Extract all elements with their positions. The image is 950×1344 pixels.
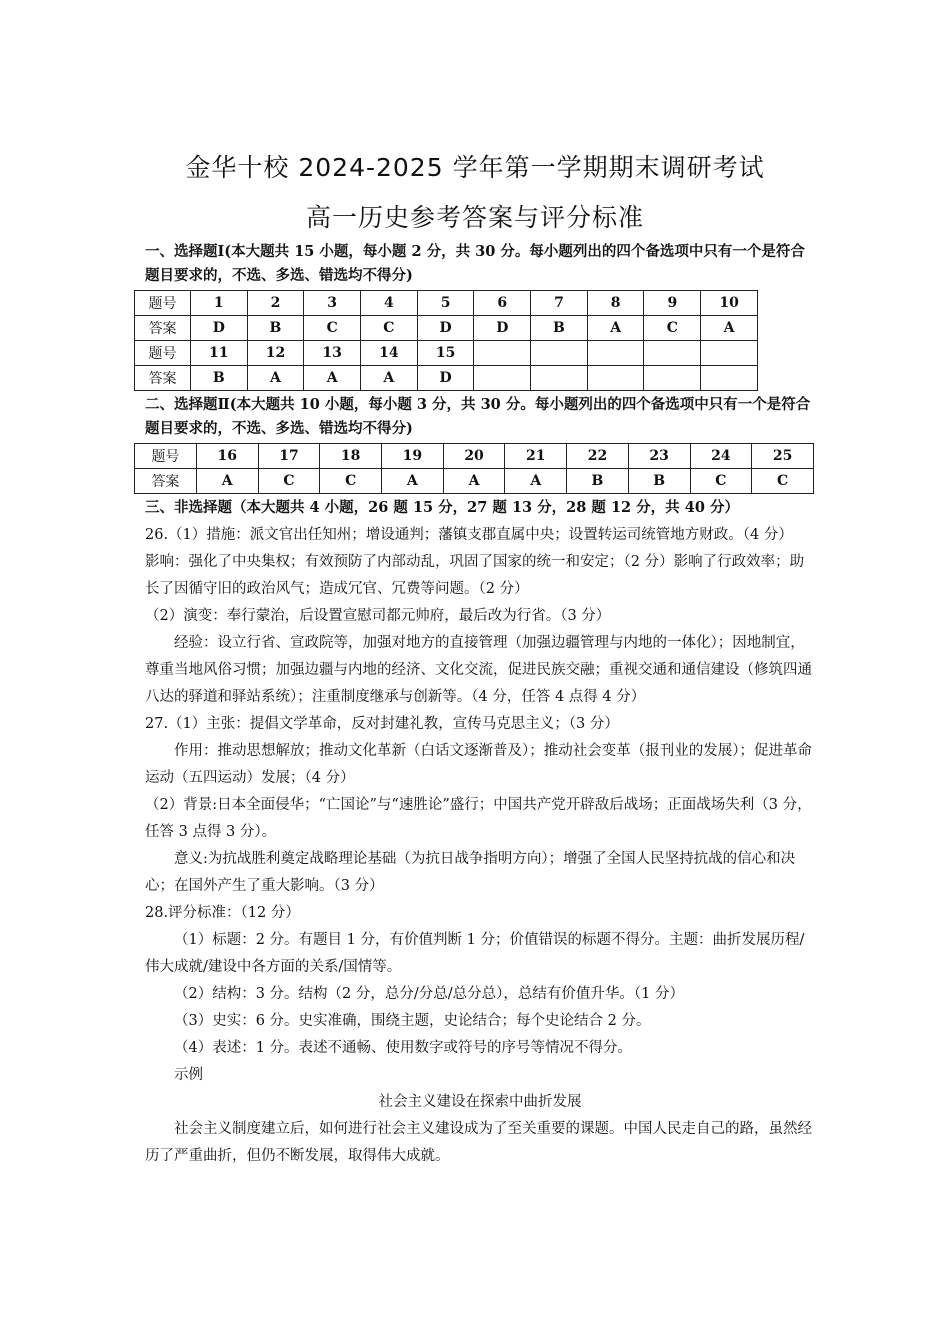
- row-label: 题号: [135, 444, 197, 469]
- answer-cell: C: [320, 469, 382, 494]
- question-number: 23: [628, 444, 690, 469]
- answer-cell: B: [531, 316, 588, 341]
- table-row: [135, 341, 758, 366]
- row-label: 题号: [135, 291, 191, 316]
- question-number: 9: [644, 291, 701, 316]
- answer-cell: B: [567, 469, 629, 494]
- q27-part2-significance: 意义:为抗战胜利奠定战略理论基础（为抗日战争指明方向）；增强了全国人民坚持抗战的信心和决心；在国外产生了重大影响。（3 分）: [145, 851, 796, 894]
- answer-cell: A: [505, 469, 567, 494]
- question-number: 22: [567, 444, 629, 469]
- q28-heading: 28.评分标准：（12 分）: [145, 905, 300, 921]
- answer-cell: B: [247, 316, 304, 341]
- q26-part2: （2）演变：奉行蒙治，后设置宣慰司都元帅府，最后改为行省。（3 分）: [145, 608, 611, 624]
- q27-part1-effect: 作用：推动思想解放；推动文化革新（白话文逐渐普及）；推动社会变革（报刊业的发展）；促进革命运动（五四运动）发展；（4 分）: [145, 743, 812, 786]
- example-label: 示例: [174, 1067, 203, 1083]
- question-number: [701, 341, 758, 366]
- q28-criterion-2: （2）结构：3 分。结构（2 分，总分/分总/总分总），总结有价值升华。（1 分）: [174, 986, 684, 1002]
- question-number: 15: [417, 341, 474, 366]
- answer-cell: C: [644, 316, 701, 341]
- answer-cell: D: [474, 316, 531, 341]
- table-row: [135, 316, 758, 341]
- q27-part1: 27.（1）主张：提倡文学革命，反对封建礼教，宣传马克思主义；（3 分）: [145, 716, 619, 732]
- answer-cell: [531, 366, 588, 391]
- question-number: [587, 341, 644, 366]
- question-number: 18: [320, 444, 382, 469]
- answer-cell: A: [361, 366, 418, 391]
- answer-cell: C: [752, 469, 814, 494]
- page-title: 金华十校 2024-2025 学年第一学期期末调研考试: [185, 153, 765, 182]
- question-number: 12: [247, 341, 304, 366]
- question-number: [531, 341, 588, 366]
- answer-body: [145, 522, 815, 1170]
- answer-cell: D: [417, 316, 474, 341]
- answer-cell: A: [304, 366, 361, 391]
- question-number: 16: [196, 444, 258, 469]
- row-label: 题号: [135, 341, 191, 366]
- question-number: 19: [382, 444, 444, 469]
- question-number: 3: [304, 291, 361, 316]
- question-number: 2: [247, 291, 304, 316]
- question-number: 14: [361, 341, 418, 366]
- answer-cell: A: [196, 469, 258, 494]
- answer-cell: B: [190, 366, 247, 391]
- answer-cell: C: [690, 469, 752, 494]
- question-number: 13: [304, 341, 361, 366]
- example-text: 社会主义制度建立后，如何进行社会主义建设成为了至关重要的课题。中国人民走自己的路，虽然经历了严重曲折，但仍不断发展，取得伟大成就。: [145, 1121, 812, 1164]
- question-number: 20: [443, 444, 505, 469]
- section2-heading: 二、选择题Ⅱ(本大题共 10 小题，每小题 3 分，共 30 分。每小题列出的四个备选项中只有一个是符合题目要求的，不选、多选、错选均不得分): [145, 396, 811, 437]
- answer-cell: [587, 366, 644, 391]
- answer-cell: C: [361, 316, 418, 341]
- question-number: 11: [190, 341, 247, 366]
- row-label: 答案: [135, 316, 191, 341]
- q26-part2-experience: 经验：设立行省、宣政院等，加强对地方的直接管理（加强边疆管理与内地的一体化）；因地制宜，尊重当地风俗习惯；加强边疆与内地的经济、文化交流，促进民族交融；重视交通和通信建设（修筑四通八达的驿道和驿站系统）；注重制度继承与创新等。（4 分，任答 4 点得 4 分）: [145, 635, 812, 705]
- question-number: 25: [752, 444, 814, 469]
- answer-cell: C: [258, 469, 320, 494]
- answer-cell: [701, 366, 758, 391]
- table-row: [135, 291, 758, 316]
- table-row: [135, 469, 814, 494]
- answer-cell: A: [701, 316, 758, 341]
- row-label: 答案: [135, 469, 197, 494]
- answer-cell: [474, 366, 531, 391]
- q26-part1-impact: 影响：强化了中央集权；有效预防了内部动乱，巩固了国家的统一和安定；（2 分）影响了行政效率；助长了因循守旧的政治风气；造成冗官、冗费等问题。（2 分）: [145, 554, 805, 597]
- question-number: 7: [531, 291, 588, 316]
- question-number: 10: [701, 291, 758, 316]
- question-number: 6: [474, 291, 531, 316]
- q28-criterion-3: （3）史实：6 分。史实准确，围绕主题，史论结合；每个史论结合 2 分。: [174, 1013, 651, 1029]
- question-number: 24: [690, 444, 752, 469]
- section3-heading: 三、非选择题（本大题共 4 小题，26 题 15 分，27 题 13 分，28 题 12 分，共 40 分）: [145, 499, 739, 516]
- answer-cell: B: [628, 469, 690, 494]
- answer-cell: A: [587, 316, 644, 341]
- answer-cell: [644, 366, 701, 391]
- section2-answer-table: [134, 443, 814, 494]
- answer-cell: A: [382, 469, 444, 494]
- question-number: 21: [505, 444, 567, 469]
- q28-criterion-1: （1）标题：2 分。有题目 1 分，有价值判断 1 分；价值错误的标题不得分。主题：曲折发展历程/伟大成就/建设中各方面的关系/国情等。: [145, 932, 805, 975]
- q27-part2: （2）背景:日本全面侵华；“亡国论”与“速胜论”盛行；中国共产党开辟敌后战场；正面战场失利（3 分，任答 3 点得 3 分）。: [145, 797, 812, 840]
- question-number: 8: [587, 291, 644, 316]
- question-number: 1: [190, 291, 247, 316]
- question-number: [644, 341, 701, 366]
- table-row: [135, 444, 814, 469]
- answer-cell: A: [247, 366, 304, 391]
- answer-cell: A: [443, 469, 505, 494]
- row-label: 答案: [135, 366, 191, 391]
- question-number: 4: [361, 291, 418, 316]
- question-number: 5: [417, 291, 474, 316]
- answer-cell: D: [417, 366, 474, 391]
- answer-cell: C: [304, 316, 361, 341]
- section1-heading: 一、选择题Ⅰ(本大题共 15 小题，每小题 2 分，共 30 分。每小题列出的四个备选项中只有一个是符合题目要求的，不选、多选、错选均不得分): [145, 243, 805, 284]
- answer-cell: D: [190, 316, 247, 341]
- page-subtitle: 高一历史参考答案与评分标准: [305, 203, 644, 232]
- question-number: [474, 341, 531, 366]
- example-title: 社会主义建设在探索中曲折发展: [378, 1094, 582, 1110]
- q28-criterion-4: （4）表述：1 分。表述不通畅、使用数字或符号的序号等情况不得分。: [174, 1040, 633, 1056]
- q26-part1: 26.（1）措施：派文官出任知州；增设通判；藩镇支郡直属中央；设置转运司统管地方财政。（4 分）: [145, 527, 793, 543]
- question-number: 17: [258, 444, 320, 469]
- section1-answer-table: [134, 290, 758, 391]
- table-row: [135, 366, 758, 391]
